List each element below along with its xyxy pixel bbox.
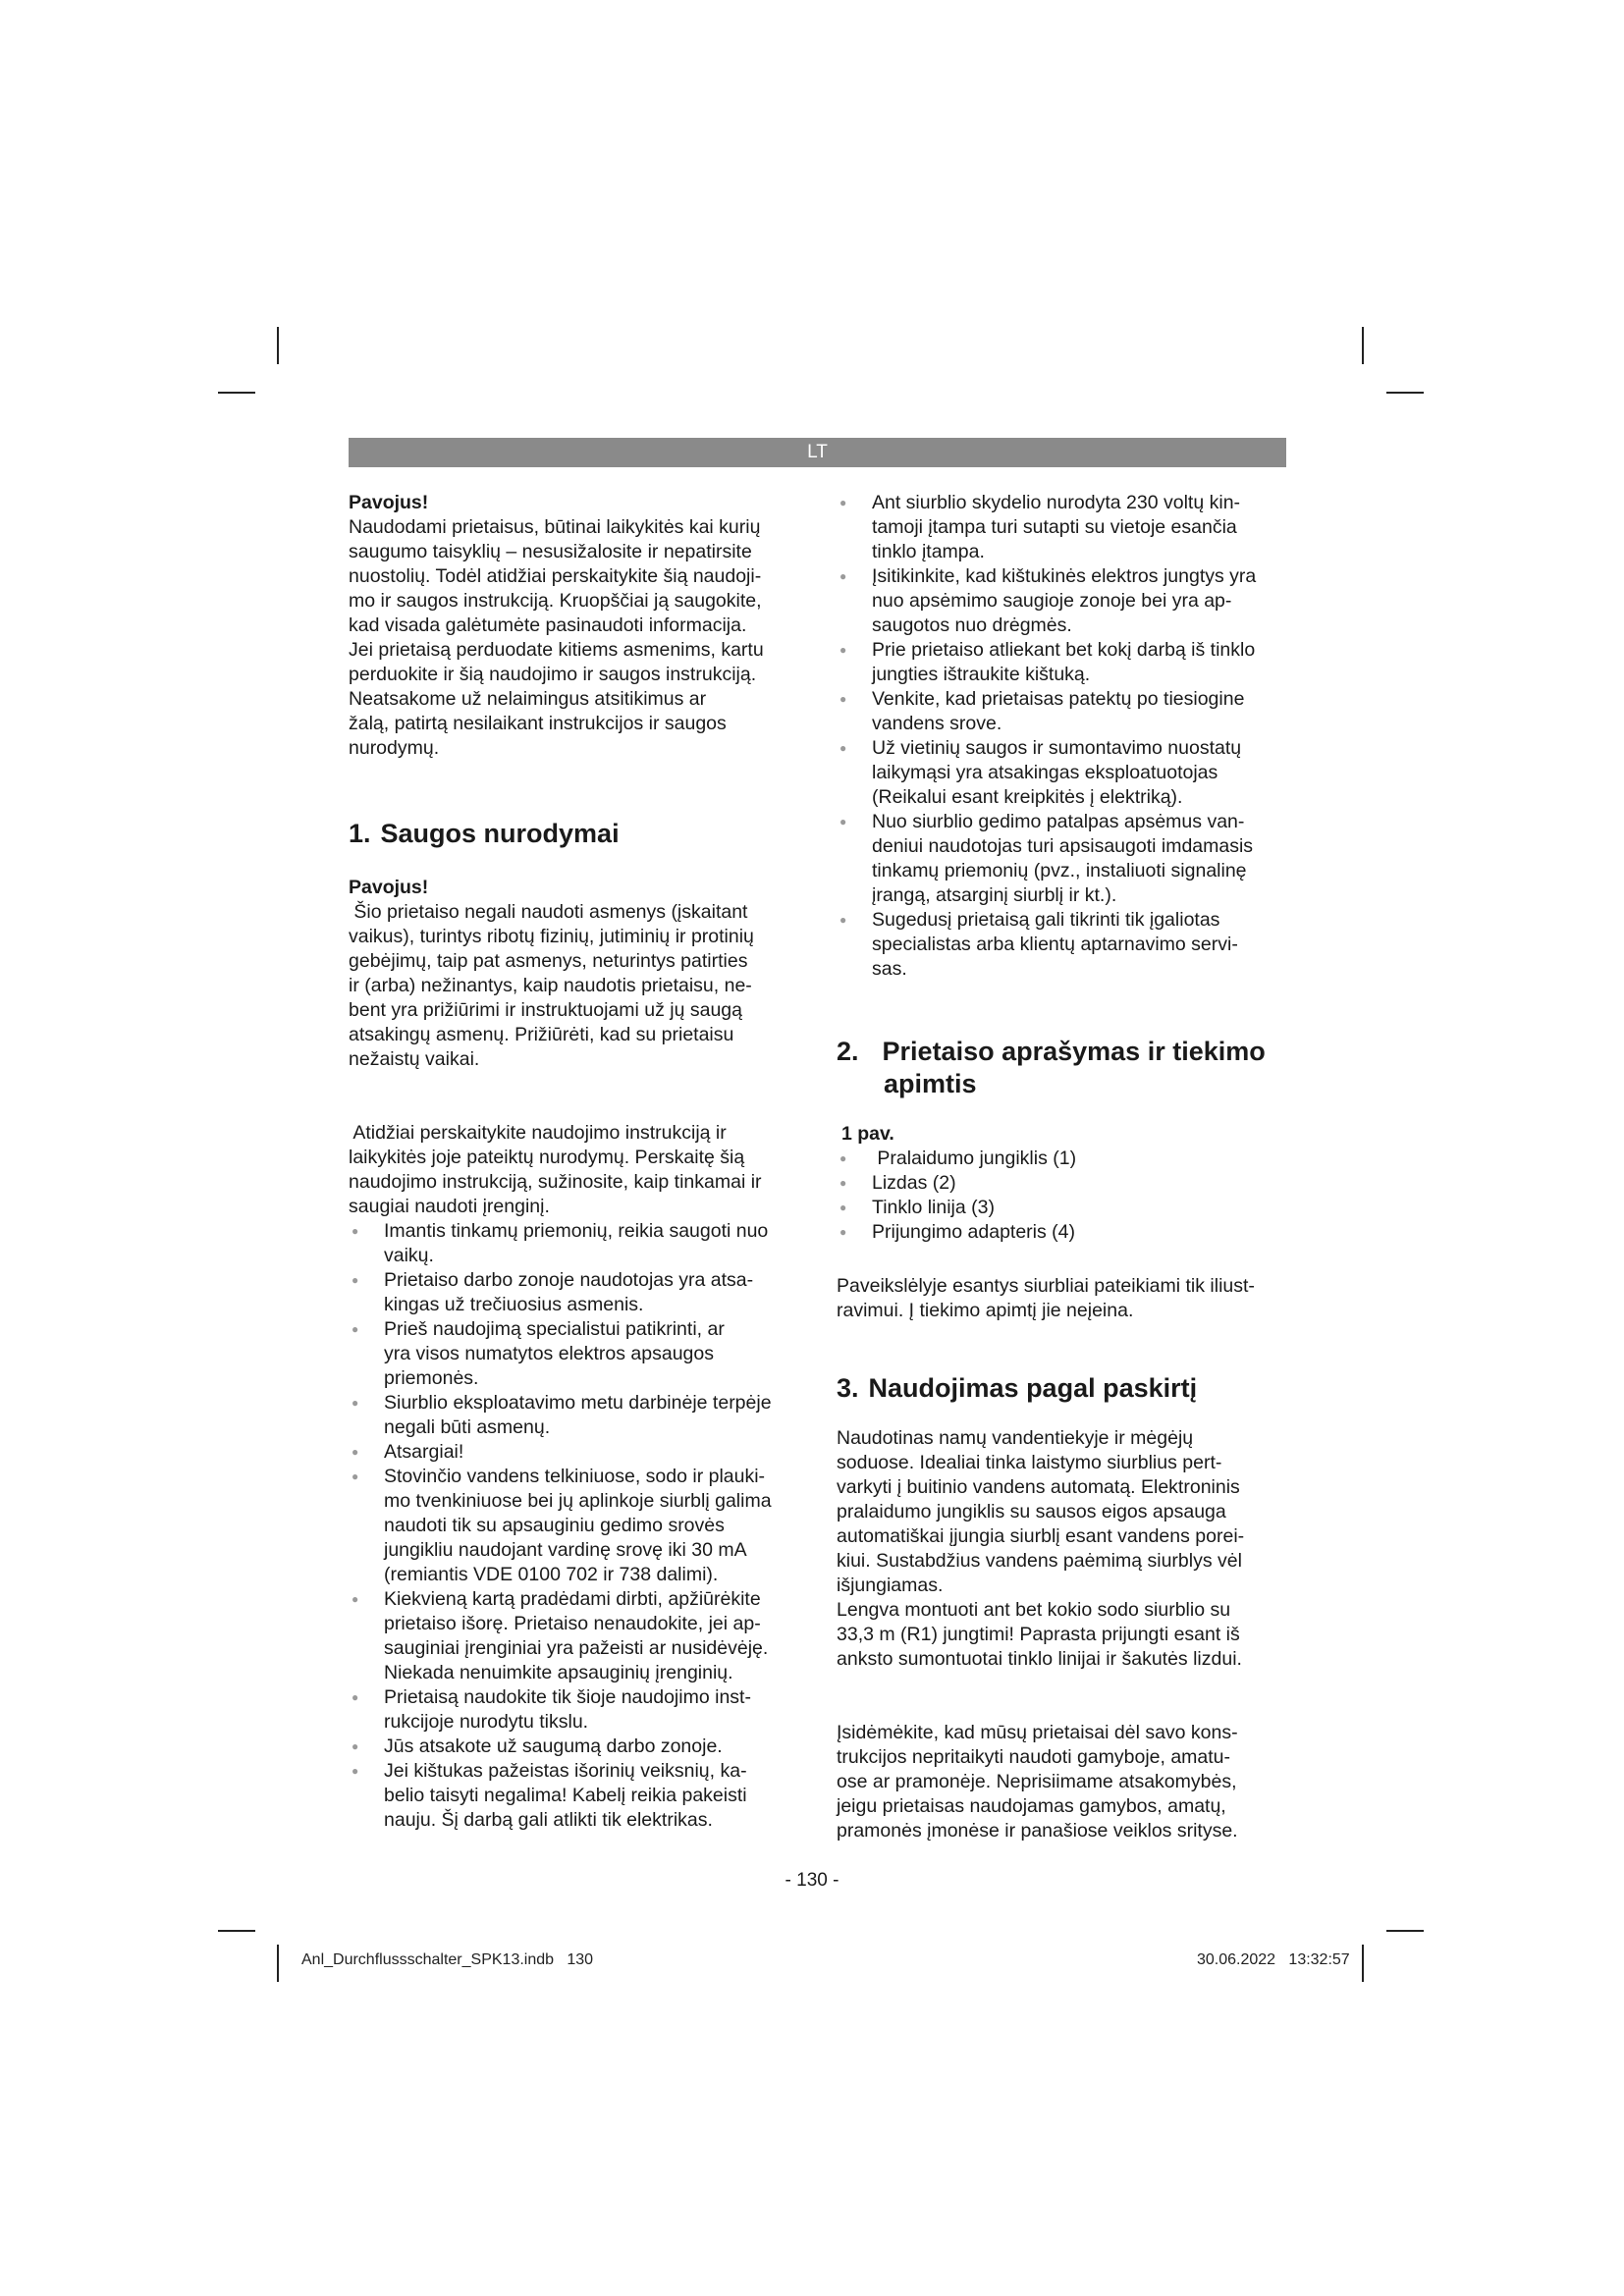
notice-paragraph: Įsidėmėkite, kad mūsų prietaisai dėl savo kons- trukcijos nepritaikyti naudoti gamyboje, amatu- ose ar pramonėje. Neprisiimame atsakomybės, jeigu prietaisas naudojamas gamybos, amatų, pramonės įmonėse ir panašiose veiklos srityse. — [837, 1722, 1238, 1842]
language-header-bar: LT — [349, 438, 1286, 467]
list-item: ● Už vietinių saugos ir sumontavimo nuostatų laikymąsi yra atsakingas eksploatuotojas (Reikalui esant kreipkitės į elektriką). — [837, 736, 1283, 810]
crop-mark-br-horizontal — [1386, 1930, 1424, 1932]
warning2-title: Pavojus! — [349, 877, 429, 898]
safety-bullet-list-continued — [837, 491, 1283, 982]
list-item: ● Atsargiai! — [349, 1440, 795, 1465]
list-item: ● Siurblio eksploatavimo metu darbinėje terpėje negali būti asmenų. — [349, 1391, 795, 1440]
section-3-heading: 3. Naudojimas pagal paskirtį — [837, 1373, 1198, 1403]
list-item: ● Venkite, kad prietaisas patektų po tiesiogine vandens srove. — [837, 687, 1283, 736]
read-instructions-paragraph: Atidžiai perskaitykite naudojimo instrukciją ir laikykitės joje pateiktų nurodymų. Perskaitę šią naudojimo instrukciją, sužinosite, kaip tinkamai ir saugiai naudoti įrenginį. — [349, 1122, 762, 1217]
list-item: ● Ant siurblio skydelio nurodyta 230 voltų kin- tamoji įtampa turi sutapti su vietoje esančia tinklo įtampa. — [837, 491, 1283, 564]
list-item: ● Tinklo linija (3) — [837, 1196, 1283, 1220]
crop-mark-tl-horizontal — [218, 392, 255, 394]
list-item: ● Prie prietaiso atliekant bet kokį darbą iš tinklo jungties ištraukite kištuką. — [837, 638, 1283, 687]
crop-mark-bl-horizontal — [218, 1930, 255, 1932]
page-number: - 130 - — [785, 1870, 839, 1891]
crop-mark-tr-horizontal — [1386, 392, 1424, 394]
crop-mark-tr-vertical — [1362, 327, 1364, 364]
section-1-heading: 1. Saugos nurodymai — [349, 819, 620, 848]
footer-filename: Anl_Durchflussschalter_SPK13.indb 130 — [301, 1951, 594, 1968]
figure-items-list — [837, 1147, 1283, 1245]
list-item: ● Imantis tinkamų priemonių, reikia saugoti nuo vaikų. — [349, 1219, 795, 1268]
list-item: ● Jūs atsakote už saugumą darbo zonoje. — [349, 1735, 795, 1759]
warning2-paragraph: Šio prietaiso negali naudoti asmenys (įskaitant vaikus), turintys ribotų fizinių, jutiminių ir protinių gebėjimų, taip pat asmenys, neturintys patirties ir (arba) nežinantys, kaip naudotis prietaisu, ne- bent yra prižiūrimi ir instruktuojami už jų saugą atsakingų asmenų. Prižiūrėti, kad su prietaisu nežaistų vaikai. — [349, 901, 754, 1070]
list-item: ● Jei kištukas pažeistas išorinių veiksnių, ka- belio taisyti negalima! Kabelį reikia pakeisti nauju. Šį darbą gali atlikti tik elektrikas. — [349, 1759, 795, 1833]
list-item: ● Pralaidumo jungiklis (1) — [837, 1147, 1283, 1171]
list-item: ● Kiekvieną kartą pradėdami dirbti, apžiūrėkite prietaiso išorę. Prietaiso nenaudokite, jei ap- sauginiai įrenginiai yra pažeisti ar nusidėvėję. Niekada nenuimkite apsauginių įrenginių. — [349, 1587, 795, 1685]
list-item: ● Stovinčio vandens telkiniuose, sodo ir plauki- mo tvenkiniuose bei jų aplinkoje siurblį galima naudoti tik su apsauginiu gedimo srovės jungikliu naudojant vardinę srovę iki 30 mA (remiantis VDE 0100 702 ir 738 dalimi). — [349, 1465, 795, 1587]
figure-note-paragraph: Paveikslėlyje esantys siurbliai pateikiami tik iliust- ravimui. Į tiekimo apimtį jie neįeina. — [837, 1275, 1255, 1321]
list-item: ● Lizdas (2) — [837, 1171, 1283, 1196]
crop-mark-tl-vertical — [277, 327, 279, 364]
warning-title: Pavojus! — [349, 492, 429, 513]
list-item: ● Nuo siurblio gedimo patalpas apsėmus van- deniui naudotojas turi apsisaugoti imdamasis tinkamų priemonių (pvz., instaliuoti signalinę įrangą, atsarginį siurblį ir kt.). — [837, 810, 1283, 908]
intro-paragraph: Naudodami prietaisus, būtinai laikykitės kai kurių saugumo taisyklių – nesusižalosite ir nepatirsite nuostolių. Todėl atidžiai perskaitykite šią naudoji- mo ir saugos instrukciją. Kruopščiai ją saugokite, kad visada galėtumėte pasinaudoti informacija. Jei prietaisą perduodate kitiems asmenims, kartu perduokite ir šią naudojimo ir saugos instrukciją. Neatsakome už nelaimingus atsitikimus ar žalą, patirtą nesilaikant instrukcijos ir saugos nurodymų. — [349, 516, 764, 759]
crop-mark-br-vertical — [1362, 1945, 1364, 1982]
safety-bullet-list — [349, 1219, 795, 1833]
figure-label: 1 pav. — [841, 1123, 894, 1145]
left-column — [349, 491, 795, 1833]
list-item: ● Prietaiso darbo zonoje naudotojas yra atsa- kingas už trečiuosius asmenis. — [349, 1268, 795, 1317]
right-column — [837, 491, 1283, 1843]
footer-timestamp: 30.06.2022 13:32:57 — [1197, 1951, 1350, 1968]
list-item: ● Sugedusį prietaisą gali tikrinti tik įgaliotas specialistas arba klientų aptarnavimo servi- sas. — [837, 908, 1283, 982]
list-item: ● Prietaisą naudokite tik šioje naudojimo inst- rukcijoje nurodytu tikslu. — [349, 1685, 795, 1735]
crop-mark-bl-vertical — [277, 1945, 279, 1982]
usage-paragraph: Naudotinas namų vandentiekyje ir mėgėjų soduose. Idealiai tinka laistymo siurblius pert- varkyti į buitinio vandens automatą. Elektroninis pralaidumo jungiklis su sausos eigos apsauga automatiškai įjungia siurblį esant vandens porei- kiui. Sustabdžius vandens paėmimą siurblys vėl išjungiamas. Lengva montuoti ant bet kokio sodo siurblio su 33,3 m (R1) jungtimi! Paprasta prijungti esant iš anksto sumontuotai tinklo linijai ir šakutės lizdui. — [837, 1427, 1245, 1670]
list-item: ● Prieš naudojimą specialistui patikrinti, ar yra visos numatytos elektros apsaugos priemonės. — [349, 1317, 795, 1391]
section-2-heading: 2. Prietaiso aprašymas ir tiekimo apimtis — [837, 1037, 1266, 1098]
list-item: ● Prijungimo adapteris (4) — [837, 1220, 1283, 1245]
list-item: ● Įsitikinkite, kad kištukinės elektros jungtys yra nuo apsėmimo saugioje zonoje bei yra ap- saugotos nuo drėgmės. — [837, 564, 1283, 638]
